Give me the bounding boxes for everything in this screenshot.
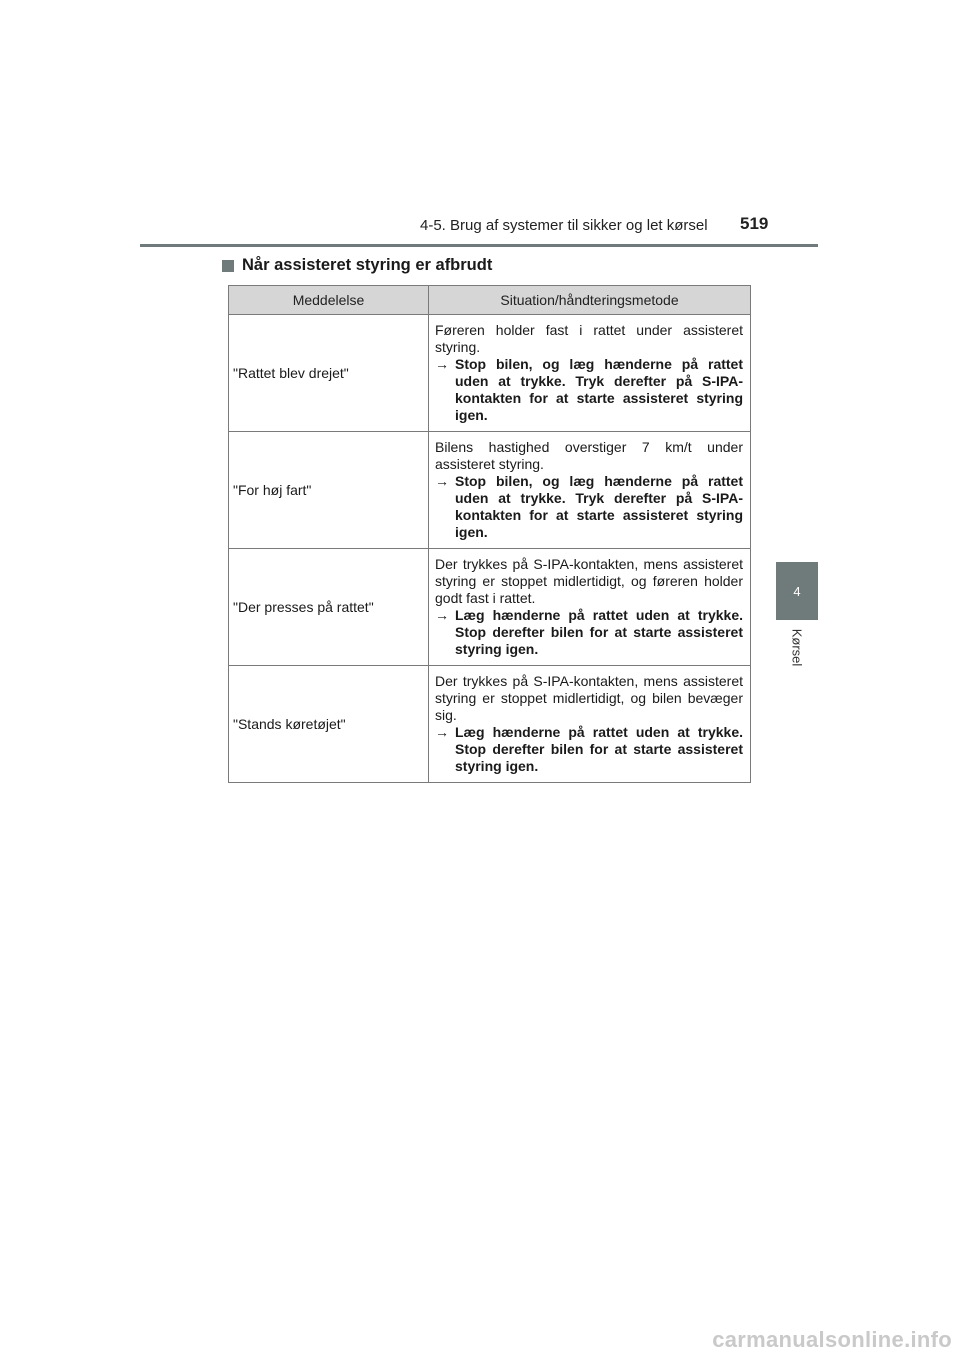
message-cell: "Der presses på rattet"	[229, 549, 429, 666]
header-section-title: 4-5. Brug af systemer til sikker og let kørsel	[420, 217, 708, 234]
action-item	[435, 356, 743, 424]
chapter-label	[776, 622, 818, 672]
message-cell: "Rattet blev drejet"	[229, 315, 429, 432]
action-item	[435, 473, 743, 541]
arrow-icon: →	[435, 724, 449, 740]
situation-description: Bilens hastighed overstiger 7 km/t under assisteret styring.	[435, 439, 743, 472]
message-cell: "Stands køretøjet"	[229, 666, 429, 783]
table-row	[229, 666, 751, 783]
action-item	[435, 607, 743, 658]
header-divider	[140, 244, 818, 247]
section-heading	[222, 256, 492, 275]
action-text: Stop bilen, og læg hænderne på rattet uden at trykke. Tryk derefter på S-IPA-kontakten for at starte assisteret styring igen.	[455, 473, 743, 540]
message-table	[228, 285, 751, 783]
page-number: 519	[740, 214, 769, 233]
table-row	[229, 432, 751, 549]
arrow-icon: →	[435, 473, 449, 489]
situation-cell	[429, 549, 751, 666]
chapter-number: 4	[793, 583, 801, 599]
situation-cell	[429, 666, 751, 783]
watermark: carmanualsonline.info	[712, 1327, 952, 1352]
arrow-icon: →	[435, 607, 449, 623]
section-heading-text: Når assisteret styring er afbrudt	[242, 256, 493, 274]
arrow-icon: →	[435, 356, 449, 372]
table-header-row	[229, 286, 751, 315]
action-item	[435, 724, 743, 775]
column-header-situation: Situation/håndteringsmetode	[429, 286, 751, 315]
action-text: Stop bilen, og læg hænderne på rattet uden at trykke. Tryk derefter på S-IPA-kontakten for at starte assisteret styring igen.	[455, 356, 743, 423]
chapter-tab	[776, 562, 818, 620]
chapter-label-text: Kørsel	[789, 628, 805, 666]
situation-cell	[429, 432, 751, 549]
square-bullet-icon	[222, 260, 234, 272]
table-row	[229, 549, 751, 666]
message-cell: "For høj fart"	[229, 432, 429, 549]
situation-description: Der trykkes på S-IPA-kontakten, mens assisteret styring er stoppet midlertidigt, og bilen bevæger sig.	[435, 673, 743, 723]
table-row	[229, 315, 751, 432]
action-text: Læg hænderne på rattet uden at trykke. Stop derefter bilen for at starte assisteret styring igen.	[455, 607, 743, 657]
situation-description: Føreren holder fast i rattet under assisteret styring.	[435, 322, 743, 355]
situation-description: Der trykkes på S-IPA-kontakten, mens assisteret styring er stoppet midlertidigt, og føreren holder godt fast i rattet.	[435, 556, 743, 606]
column-header-message: Meddelelse	[229, 286, 429, 315]
action-text: Læg hænderne på rattet uden at trykke. Stop derefter bilen for at starte assisteret styring igen.	[455, 724, 743, 774]
situation-cell	[429, 315, 751, 432]
